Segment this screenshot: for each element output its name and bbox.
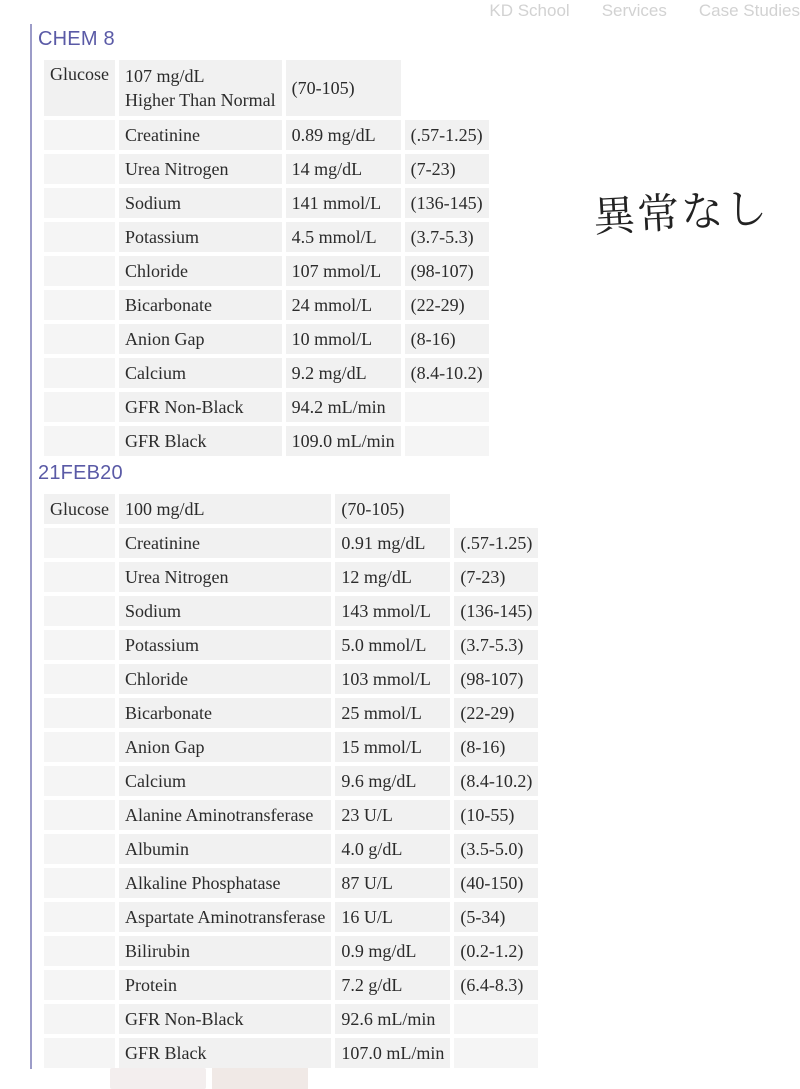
table-row [44, 1004, 538, 1034]
reference-range: (22-29) [405, 290, 489, 320]
test-value: 4.5 mmol/L [286, 222, 401, 252]
row-spacer [44, 664, 115, 694]
test-value: 141 mmol/L [286, 188, 401, 218]
test-value: 143 mmol/L [335, 596, 450, 626]
table-row [44, 902, 538, 932]
thumbnail-image[interactable] [212, 1068, 308, 1089]
test-name: Urea Nitrogen [119, 562, 331, 592]
test-value: 16 U/L [335, 902, 450, 932]
test-name: GFR Non-Black [119, 1004, 331, 1034]
reference-range: (8.4-10.2) [405, 358, 489, 388]
row-spacer [44, 902, 115, 932]
reference-range: (3.7-5.3) [454, 630, 538, 660]
empty-cell [454, 494, 538, 524]
test-value: 103 mmol/L [335, 664, 450, 694]
table-row [44, 630, 538, 660]
row-spacer [44, 732, 115, 762]
row-spacer [44, 188, 115, 218]
reference-range: (8-16) [454, 732, 538, 762]
reference-range: (70-105) [335, 494, 450, 524]
test-value: 7.2 g/dL [335, 970, 450, 1000]
reference-range [454, 1004, 538, 1034]
test-name: GFR Black [119, 426, 282, 456]
lab-table-chem8 [40, 56, 493, 460]
row-spacer [44, 834, 115, 864]
reference-range: (.57-1.25) [405, 120, 489, 150]
test-value: 5.0 mmol/L [335, 630, 450, 660]
test-name: Glucose [44, 60, 115, 116]
table-row [44, 358, 489, 388]
test-value: 0.91 mg/dL [335, 528, 450, 558]
reference-range: (136-145) [454, 596, 538, 626]
reference-range [405, 392, 489, 422]
table-row [44, 596, 538, 626]
table-row [44, 766, 538, 796]
row-spacer [44, 1004, 115, 1034]
handwritten-annotation: 異常なし [591, 183, 771, 242]
reference-range: (3.5-5.0) [454, 834, 538, 864]
test-name: Creatinine [119, 528, 331, 558]
reference-range: (0.2-1.2) [454, 936, 538, 966]
row-spacer [44, 256, 115, 286]
row-spacer [44, 528, 115, 558]
row-spacer [44, 392, 115, 422]
table-row [44, 290, 489, 320]
table-row [44, 222, 489, 252]
table-row [44, 698, 538, 728]
table-row [44, 834, 538, 864]
test-value: 25 mmol/L [335, 698, 450, 728]
nav-link-services[interactable]: Services [601, 1, 667, 20]
row-spacer [44, 426, 115, 456]
section-title-date: 21FEB20 [38, 462, 123, 484]
test-value: 109.0 mL/min [286, 426, 401, 456]
test-name: Calcium [119, 358, 282, 388]
table-row [44, 188, 489, 218]
reference-range: (3.7-5.3) [405, 222, 489, 252]
test-value [119, 60, 282, 116]
test-value: 107 mmol/L [286, 256, 401, 286]
test-name: Urea Nitrogen [119, 154, 282, 184]
table-row [44, 120, 489, 150]
nav-link-kd-school[interactable]: KD School [489, 1, 570, 20]
row-spacer [44, 630, 115, 660]
section-title-chem8: CHEM 8 [38, 28, 115, 50]
row-spacer [44, 290, 115, 320]
test-name: Glucose [44, 494, 115, 524]
test-name: Calcium [119, 766, 331, 796]
reference-range: (8-16) [405, 324, 489, 354]
reference-range: (22-29) [454, 698, 538, 728]
table-row [44, 256, 489, 286]
table-row-glucose [44, 60, 489, 116]
test-name: Potassium [119, 630, 331, 660]
table-row [44, 528, 538, 558]
reference-range: (7-23) [405, 154, 489, 184]
row-spacer [44, 1038, 115, 1068]
test-name: Sodium [119, 596, 331, 626]
test-name: Creatinine [119, 120, 282, 150]
table-row-glucose [44, 494, 538, 524]
test-name: Albumin [119, 834, 331, 864]
table-row [44, 732, 538, 762]
test-name: Protein [119, 970, 331, 1000]
test-name: Aspartate Aminotransferase [119, 902, 331, 932]
test-value: 94.2 mL/min [286, 392, 401, 422]
test-value: 0.9 mg/dL [335, 936, 450, 966]
test-value: 23 U/L [335, 800, 450, 830]
row-spacer [44, 222, 115, 252]
lab-table-21feb20 [40, 490, 542, 1072]
glucose-flag: Higher Than Normal [124, 90, 276, 110]
test-name: Anion Gap [119, 732, 331, 762]
reference-range: (8.4-10.2) [454, 766, 538, 796]
reference-range: (5-34) [454, 902, 538, 932]
test-name: Bicarbonate [119, 290, 282, 320]
row-spacer [44, 970, 115, 1000]
test-value: 15 mmol/L [335, 732, 450, 762]
test-value: 4.0 g/dL [335, 834, 450, 864]
test-value: 100 mg/dL [119, 494, 331, 524]
test-name: GFR Black [119, 1038, 331, 1068]
test-name: Chloride [119, 664, 331, 694]
row-spacer [44, 766, 115, 796]
reference-range: (136-145) [405, 188, 489, 218]
test-name: Alanine Aminotransferase [119, 800, 331, 830]
row-spacer [44, 324, 115, 354]
row-spacer [44, 868, 115, 898]
empty-cell [405, 60, 489, 116]
row-spacer [44, 358, 115, 388]
top-nav [489, 0, 800, 22]
test-name: Alkaline Phosphatase [119, 868, 331, 898]
left-border [30, 24, 32, 1069]
test-name: Sodium [119, 188, 282, 218]
test-name: Chloride [119, 256, 282, 286]
reference-range: (98-107) [454, 664, 538, 694]
table-row [44, 800, 538, 830]
test-value: 14 mg/dL [286, 154, 401, 184]
reference-range: (7-23) [454, 562, 538, 592]
thumbnail-image[interactable] [110, 1068, 206, 1089]
reference-range: (70-105) [286, 60, 401, 116]
test-value: 12 mg/dL [335, 562, 450, 592]
nav-link-case-studies[interactable]: Case Studies [698, 1, 800, 20]
row-spacer [44, 154, 115, 184]
test-name: Bicarbonate [119, 698, 331, 728]
test-value: 24 mmol/L [286, 290, 401, 320]
table-row [44, 664, 538, 694]
reference-range: (.57-1.25) [454, 528, 538, 558]
reference-range [405, 426, 489, 456]
thumbnail-strip [110, 1068, 308, 1089]
test-value: 0.89 mg/dL [286, 120, 401, 150]
glucose-value: 107 mg/dL [124, 66, 205, 86]
reference-range: (40-150) [454, 868, 538, 898]
test-value: 92.6 mL/min [335, 1004, 450, 1034]
row-spacer [44, 800, 115, 830]
test-value: 9.6 mg/dL [335, 766, 450, 796]
test-value: 10 mmol/L [286, 324, 401, 354]
reference-range: (98-107) [405, 256, 489, 286]
test-value: 9.2 mg/dL [286, 358, 401, 388]
test-name: GFR Non-Black [119, 392, 282, 422]
test-value: 107.0 mL/min [335, 1038, 450, 1068]
row-spacer [44, 120, 115, 150]
table-row [44, 936, 538, 966]
test-value: 87 U/L [335, 868, 450, 898]
row-spacer [44, 698, 115, 728]
reference-range [454, 1038, 538, 1068]
table-row [44, 1038, 538, 1068]
reference-range: (10-55) [454, 800, 538, 830]
table-row [44, 324, 489, 354]
test-name: Anion Gap [119, 324, 282, 354]
row-spacer [44, 562, 115, 592]
reference-range: (6.4-8.3) [454, 970, 538, 1000]
test-name: Potassium [119, 222, 282, 252]
table-row [44, 392, 489, 422]
table-row [44, 154, 489, 184]
row-spacer [44, 596, 115, 626]
table-row [44, 426, 489, 456]
row-spacer [44, 936, 115, 966]
table-row [44, 868, 538, 898]
table-row [44, 562, 538, 592]
test-name: Bilirubin [119, 936, 331, 966]
table-row [44, 970, 538, 1000]
